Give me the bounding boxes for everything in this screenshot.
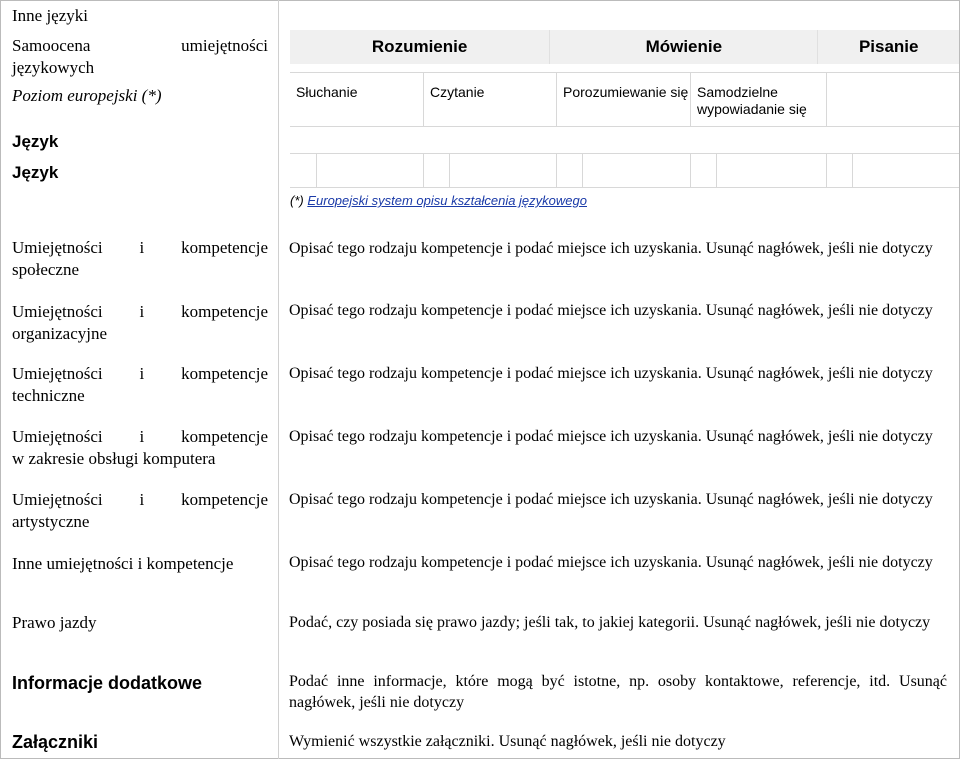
label-word: i — [139, 427, 145, 446]
table-cell[interactable] — [423, 153, 449, 187]
label-word: Umiejętności — [12, 302, 103, 321]
desc-komputer: Opisać tego rodzaju kompetencje i podać miejsce ich uzyskania. Usunąć nagłówek, jeśli nie dotyczy — [289, 428, 933, 445]
table-line — [290, 126, 959, 127]
label-line: organizacyjne — [12, 324, 108, 343]
subheader-sluchanie: Słuchanie — [296, 84, 358, 100]
desc-informacje: Podać inne informacje, które mogą być istotne, np. osoby kontaktowe, referencje, itd. Usunąć nagłówek, jeśli nie dotyczy — [289, 673, 947, 711]
label-samoocena — [12, 35, 268, 79]
table-cell[interactable] — [290, 153, 316, 187]
table-cell[interactable] — [316, 153, 423, 187]
label-zalaczniki: Załączniki — [12, 732, 99, 752]
label-prawo-jazdy: Prawo jazdy — [12, 613, 97, 632]
subheader-pisanie — [826, 72, 959, 126]
label-word: kompetencje — [181, 302, 268, 321]
table-cell[interactable] — [826, 153, 852, 187]
label-word: umiejętności — [181, 36, 268, 55]
cefr-note — [290, 193, 587, 208]
desc-spoleczne: Opisać tego rodzaju kompetencje i podać miejsce ich uzyskania. Usunąć nagłówek, jeśli nie dotyczy — [289, 240, 933, 257]
label-word: Umiejętności — [12, 364, 103, 383]
cefr-link[interactable]: Europejski system opisu kształcenia językowego — [307, 193, 587, 208]
border-left — [0, 0, 1, 759]
table-cell[interactable] — [690, 153, 716, 187]
desc-zalaczniki: Wymienić wszystkie załączniki. Usunąć nagłówek, jeśli nie dotyczy — [289, 733, 726, 750]
label-informacje-dodatkowe: Informacje dodatkowe — [12, 673, 203, 693]
label-word: kompetencje — [181, 490, 268, 509]
header-mowienie: Mówienie — [550, 30, 818, 64]
desc-organizacyjne: Opisać tego rodzaju kompetencje i podać miejsce ich uzyskania. Usunąć nagłówek, jeśli nie dotyczy — [289, 302, 933, 319]
subheader-porozumiewanie: Porozumiewanie się — [556, 72, 690, 126]
table-line — [290, 187, 959, 188]
desc-prawo-jazdy: Podać, czy posiada się prawo jazdy; jeśli tak, to jakiej kategorii. Usunąć nagłówek, jeśli nie dotyczy — [289, 614, 931, 631]
label-word: Umiejętności — [12, 427, 103, 446]
label-umiejetnosci-artystyczne — [12, 489, 268, 533]
language-levels-table — [290, 30, 959, 64]
label-word: Umiejętności — [12, 238, 103, 257]
label-word: Samoocena — [12, 36, 91, 55]
label-inne-umiejetnosci: Inne umiejętności i kompetencje — [12, 554, 234, 573]
table-line — [290, 153, 959, 154]
table-cell[interactable] — [582, 153, 690, 187]
header-rozumienie: Rozumienie — [290, 30, 550, 64]
table-cell[interactable] — [716, 153, 826, 187]
label-line: techniczne — [12, 386, 85, 405]
label-word: kompetencje — [181, 427, 268, 446]
label-line: językowych — [12, 58, 95, 77]
label-umiejetnosci-spoleczne — [12, 237, 268, 281]
label-word: Umiejętności — [12, 490, 103, 509]
table-cell[interactable] — [556, 153, 582, 187]
desc-techniczne: Opisać tego rodzaju kompetencje i podać miejsce ich uzyskania. Usunąć nagłówek, jeśli nie dotyczy — [289, 365, 933, 382]
label-word: i — [139, 238, 145, 257]
border-top — [0, 0, 960, 1]
label-poziom-europejski: Poziom europejski (*) — [12, 86, 162, 105]
label-word: i — [139, 302, 145, 321]
table-header-row — [290, 30, 959, 64]
table-cell[interactable] — [852, 153, 959, 187]
subheader-czytanie: Czytanie — [423, 72, 556, 126]
section-title-inne-jezyki: Inne języki — [12, 6, 88, 25]
label-jezyk-2: Język — [12, 163, 59, 182]
label-umiejetnosci-komputer — [12, 426, 268, 470]
label-umiejetnosci-techniczne — [12, 363, 268, 407]
column-divider — [278, 0, 279, 759]
label-umiejetnosci-organizacyjne — [12, 301, 268, 345]
table-row — [290, 153, 959, 187]
desc-inne: Opisać tego rodzaju kompetencje i podać miejsce ich uzyskania. Usunąć nagłówek, jeśli nie dotyczy — [289, 554, 933, 571]
label-line: artystyczne — [12, 512, 90, 531]
label-jezyk-1: Język — [12, 132, 59, 151]
label-word: kompetencje — [181, 238, 268, 257]
label-word: i — [139, 364, 145, 383]
desc-artystyczne: Opisać tego rodzaju kompetencje i podać miejsce ich uzyskania. Usunąć nagłówek, jeśli nie dotyczy — [289, 491, 933, 508]
label-line: społeczne — [12, 260, 80, 279]
table-subheader-row — [290, 72, 959, 126]
label-word: kompetencje — [181, 364, 268, 383]
note-prefix: (*) — [290, 193, 308, 208]
table-cell[interactable] — [449, 153, 556, 187]
header-pisanie: Pisanie — [858, 37, 919, 56]
label-word: i — [139, 490, 145, 509]
subheader-samodzielne: Samodzielne wypowiadanie się — [690, 72, 826, 126]
label-line: w zakresie obsługi komputera — [12, 449, 216, 468]
